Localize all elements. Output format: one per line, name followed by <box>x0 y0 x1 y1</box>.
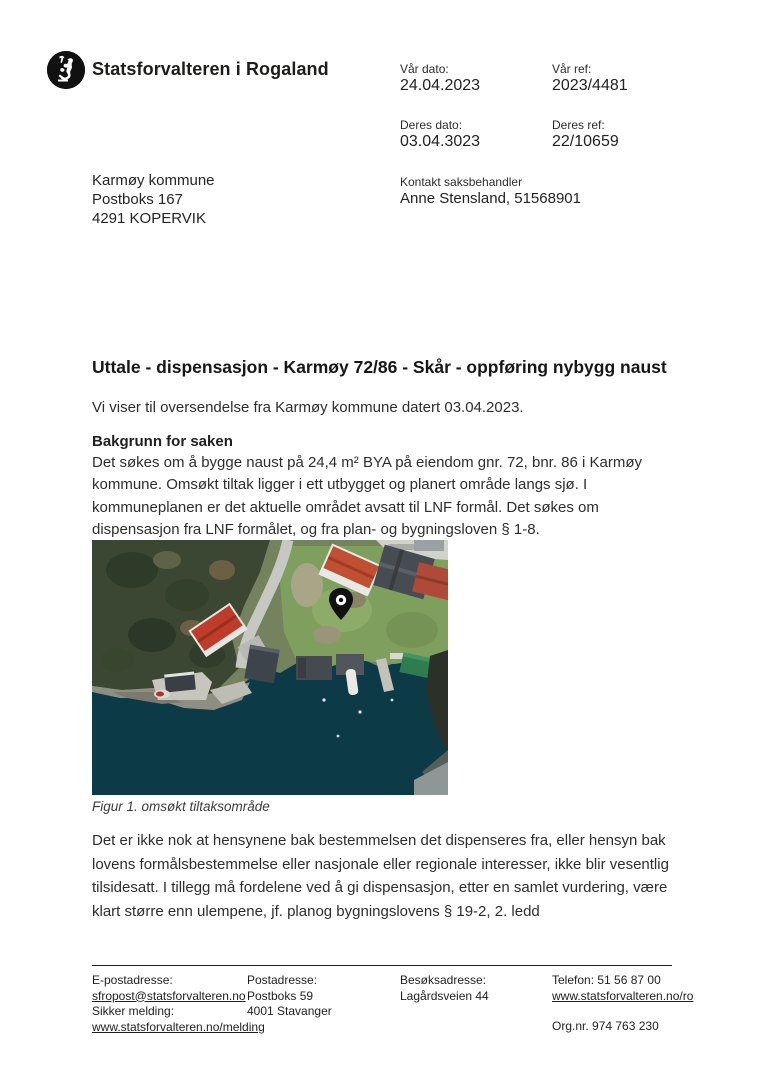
deres-ref-label: Deres ref: <box>552 118 605 132</box>
letter-intro: Vi viser til oversendelse fra Karmøy kommune datert 03.04.2023. <box>92 399 524 416</box>
footer-col-visit <box>400 973 489 1004</box>
recipient-postbox: Postboks 167 <box>92 191 183 208</box>
norwegian-lion-icon <box>47 51 85 89</box>
footer-orgnr: Org.nr. 974 763 230 <box>552 1019 659 1034</box>
contact-caseworker-label: Kontakt saksbehandler <box>400 175 523 189</box>
var-ref-label: Vår ref: <box>552 62 592 76</box>
footer-email-link[interactable]: sfropost@statsforvalteren.no <box>92 988 246 1003</box>
footer-col-postal <box>247 973 332 1020</box>
figure-caption: Figur 1. omsøkt tiltaksområde <box>92 799 270 814</box>
var-ref-value: 2023/4481 <box>552 77 628 94</box>
footer-postal-box: Postboks 59 <box>247 988 314 1003</box>
statsforvalteren-lion-logo-icon <box>47 51 85 89</box>
deres-dato-label: Deres dato: <box>400 118 463 132</box>
deres-dato-value: 03.04.3023 <box>400 133 481 150</box>
var-dato-value: 24.04.2023 <box>400 77 481 94</box>
footer-visit-street: Lagårdsveien 44 <box>400 988 489 1003</box>
contact-caseworker-value: Anne Stensland, 51568901 <box>400 190 581 207</box>
aerial-photo-illustration <box>92 540 448 795</box>
aerial-photo-figure <box>92 540 448 795</box>
footer-phone: Telefon: 51 56 87 00 <box>552 973 661 987</box>
recipient-address <box>92 171 215 228</box>
footer-divider <box>92 965 672 966</box>
org-name: Statsforvalteren i Rogaland <box>92 59 329 79</box>
footer-website-link[interactable]: www.statsforvalteren.no/ro <box>552 988 694 1003</box>
paragraph-background: Det søkes om å bygge naust på 24,4 m² BYA på eiendom gnr. 72, bnr. 86 i Karmøy kommune. Omsøkt tiltak ligger i ett utbygget og planert område langs sjø. I kommuneplanen er det aktuelle området avsatt til LNF formål. Det søkes om dispensasjon fra LNF formålet, og fra plan- og bygningsloven § 1-8. <box>92 454 643 538</box>
footer-secure-msg-link[interactable]: www.statsforvalteren.no/melding <box>92 1019 265 1034</box>
letter-title: Uttale - dispensasjon - Karmøy 72/86 - Skår - oppføring nybygg naust <box>92 357 667 377</box>
footer-col-email <box>92 973 265 1035</box>
footer-col-phone <box>552 973 693 1035</box>
recipient-city: 4291 KOPERVIK <box>92 210 206 227</box>
footer-postal-city: 4001 Stavanger <box>247 1004 332 1019</box>
section-heading-bakgrunn: Bakgrunn for saken <box>92 433 233 450</box>
recipient-name: Karmøy kommune <box>92 172 215 189</box>
footer-postal-label: Postadresse: <box>247 973 318 987</box>
footer-visit-label: Besøksadresse: <box>400 973 487 987</box>
paragraph-assessment: Det er ikke nok at hensynene bak bestemmelsen det dispenseres fra, eller hensyn bak lovens formålsbestemmelse eller nasjonale eller regionale interesser, ikke blir vesentlig tilsidesatt. I tillegg må fordelene ved å gi dispensasjon, etter en samlet vurdering, være klart større enn ulempene, jf. planog bygningslovens § 19-2, 2. ledd <box>92 832 669 920</box>
deres-ref-value: 22/10659 <box>552 133 619 150</box>
footer-secure-msg-label: Sikker melding: <box>92 1004 175 1019</box>
footer-email-label: E-postadresse: <box>92 973 173 987</box>
var-dato-label: Vår dato: <box>400 62 449 76</box>
